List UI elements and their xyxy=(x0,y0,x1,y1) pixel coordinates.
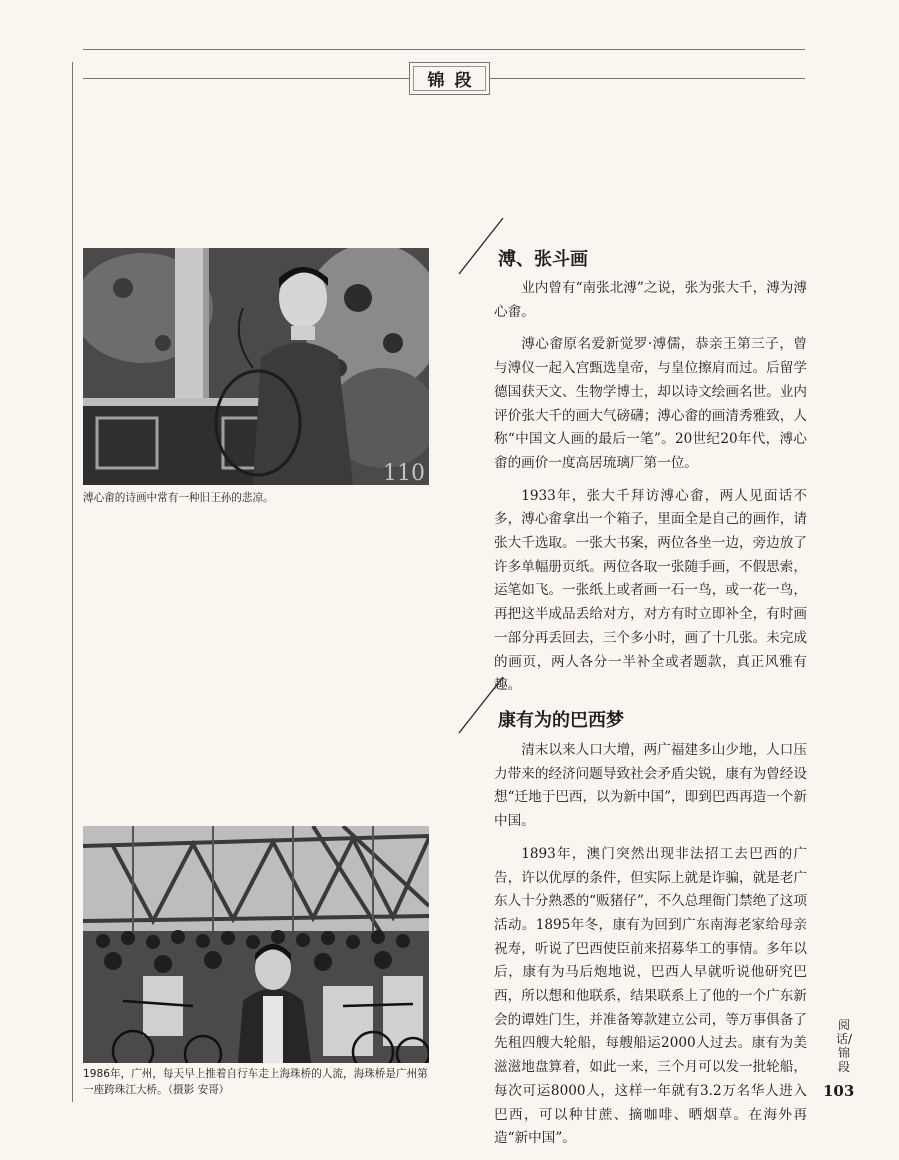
left-rule xyxy=(72,62,73,1102)
top-rule xyxy=(83,49,805,50)
section-body xyxy=(494,277,807,707)
photo-caption: 溥心畬的诗画中常有一种旧王孙的悲凉。 xyxy=(83,492,274,504)
page-number: 103 xyxy=(823,1082,855,1100)
paragraph: 清末以来人口大增，两广福建多山少地，人口压力带来的经济问题导致社会矛盾尖锐，康有为曾经设想“迁地于巴西，以为新中国”，即到巴西再造一个新中国。 xyxy=(494,742,807,830)
photo-mark: 110 xyxy=(383,461,425,485)
paragraph: 1933年，张大千拜访溥心畬，两人见面话不多，溥心畬拿出一个箱子，里面全是自己的画作，请张大千选取。一张大书案，两位各坐一边，旁边放了许多单幅册页纸。两位各取一张随手画，不假思索，运笔如飞。一张纸上或者画一石一鸟，或一花一鸟，再把这半成品丢给对方，对方有时立即补全，有时画一部分再丢回去，三个多小时，画了十几张。未完成的画页，两人各分一半补全或者题款，真正风雅有趣。 xyxy=(494,487,807,694)
column-label: 阅话/锦段 xyxy=(835,1018,853,1074)
header-line-right xyxy=(490,78,805,79)
photo-caption: 1986年，广州，每天早上推着自行车走上海珠桥的人流，海珠桥是广州第一座跨珠江大桥。（摄影 安哥） xyxy=(83,1068,428,1096)
section-title: 康有为的巴西梦 xyxy=(498,710,624,731)
section-badge xyxy=(409,62,490,95)
paragraph: 1893年，澳门突然出现非法招工去巴西的广告，许以优厚的条件，但实际上就是诈骗，就是老广东人十分熟悉的“贩猪仔”，不久总理衙门禁绝了这项活动。1895年冬，康有为回到广东南海老家给母亲祝寿，听说了巴西使臣前来招募华工的事情。多年以后，康有为马后炮地说，巴西人早就听说他研究巴西，所以想和他联系，结果联系上了他的一个广东新会的谭姓门生，并准备筹款建立公司，等万事俱备了先租四艘大轮船，每艘船运2000人过去。康有为美滋滋地盘算着，如此一来，三个月可以发一批轮船，每次可运8000人，这样一年就有3.2万名华人进入巴西，可以种甘蔗、摘咖啡、晒烟草。在海外再造“新中国”。 xyxy=(494,845,807,1147)
section-badge-label: 锦段 xyxy=(413,66,486,91)
section-body xyxy=(494,739,807,1160)
paragraph: 业内曾有“南张北溥”之说，张为张大千，溥为溥心畬。 xyxy=(494,280,807,320)
portrait-photo xyxy=(83,248,429,485)
header-line-left xyxy=(83,78,409,79)
paragraph: 溥心畬原名爱新觉罗·溥儒，恭亲王第三子，曾与溥仪一起入宫甄选皇帝，与皇位擦肩而过。后留学德国获天文、生物学博士，却以诗文绘画名世。业内评价张大千的画大气磅礴；溥心畬的画清秀雅致，人称“中国文人画的最后一笔”。20世纪20年代，溥心畬的画价一度高居琉璃厂第一位。 xyxy=(494,336,807,471)
section-title: 溥、张斗画 xyxy=(498,249,588,270)
bridge-crowd-photo xyxy=(83,826,429,1063)
